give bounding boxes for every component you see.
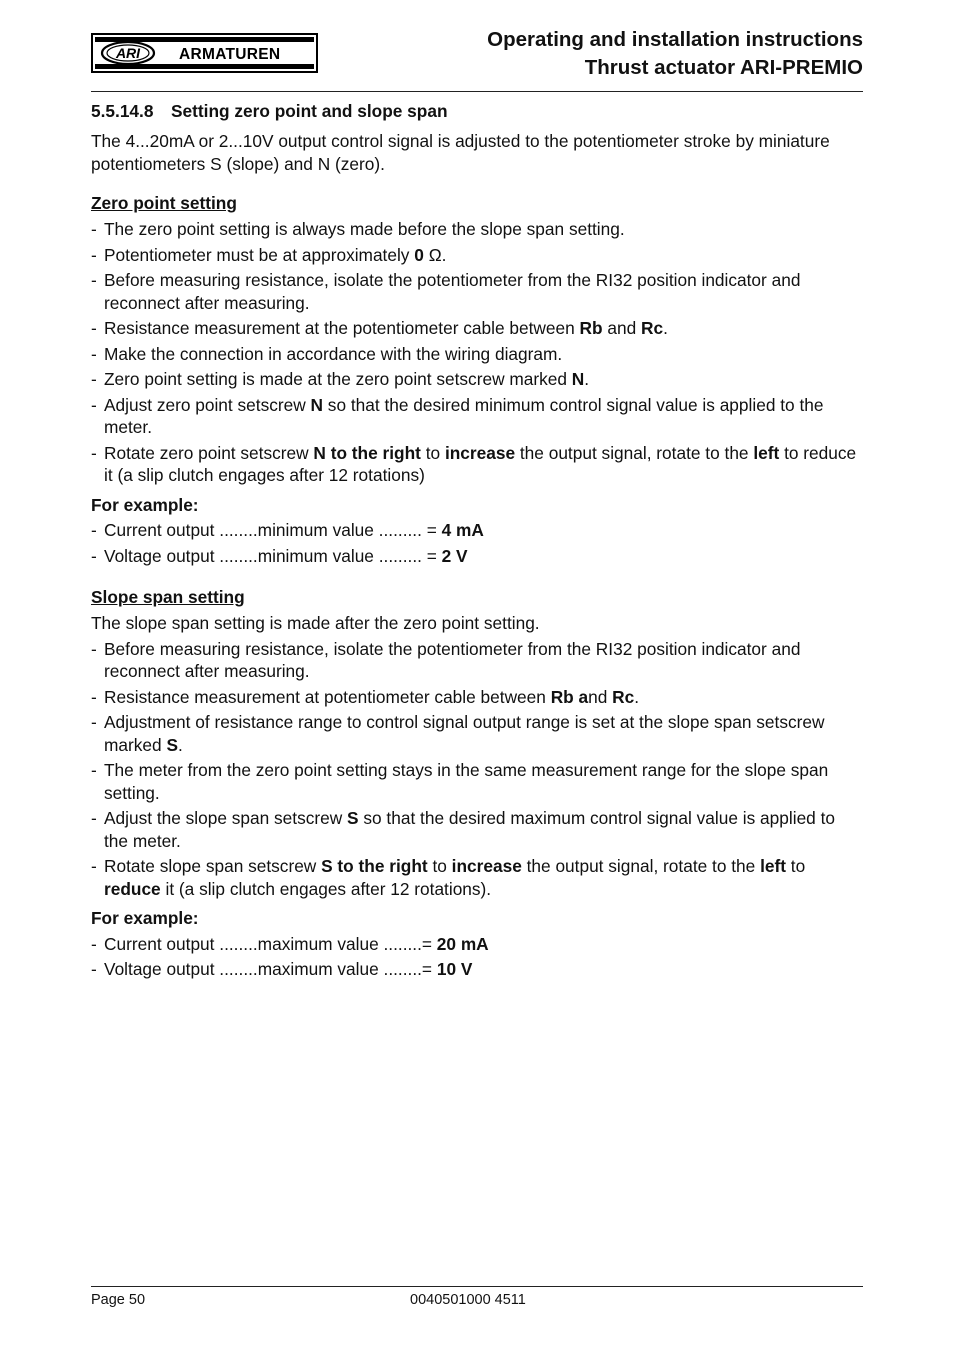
text-run: Resistance measurement at the potentiometer cable between bbox=[104, 318, 580, 338]
list-item bbox=[91, 638, 863, 683]
list-item bbox=[91, 218, 863, 241]
list-item bbox=[91, 759, 863, 804]
list-item bbox=[91, 343, 863, 366]
text-run: . bbox=[177, 734, 183, 755]
logo-mark-text: ARI bbox=[115, 45, 141, 61]
list-item bbox=[91, 855, 863, 900]
text-run: Current output ........maximum value ........= bbox=[104, 933, 437, 954]
list-bullet: - bbox=[91, 244, 97, 265]
text-run: so that the desired maximum control signal value is applied to the meter. bbox=[104, 808, 836, 851]
text-run: the output signal, rotate to the bbox=[521, 856, 761, 876]
bold-text: N bbox=[571, 369, 585, 389]
text-run: Adjust the slope span setscrew bbox=[104, 808, 348, 828]
text-run: to bbox=[786, 856, 806, 876]
text-run: The zero point setting is always made before the slope span setting. bbox=[104, 219, 625, 239]
section-title: Setting zero point and slope span bbox=[171, 101, 448, 121]
list-item bbox=[91, 545, 863, 568]
zero-point-example-heading: For example: bbox=[91, 494, 199, 515]
text-run: Make the connection in accordance with the wiring diagram. bbox=[104, 343, 563, 364]
text-run: . bbox=[634, 686, 640, 707]
list-item bbox=[91, 368, 863, 391]
bold-text: S to the right bbox=[321, 856, 428, 876]
list-bullet: - bbox=[91, 394, 97, 415]
list-bullet: - bbox=[91, 369, 97, 389]
list-item bbox=[91, 244, 863, 267]
bold-text: N bbox=[310, 394, 323, 415]
bold-text: 4 mA bbox=[441, 520, 484, 540]
zero-point-examples bbox=[91, 519, 863, 567]
spacer bbox=[91, 570, 863, 585]
slope-span-examples bbox=[91, 933, 863, 981]
footer-divider bbox=[91, 1286, 863, 1287]
list-bullet: - bbox=[91, 545, 97, 566]
bold-text: S bbox=[347, 808, 359, 828]
text-run: Adjustment of resistance range to control signal output range is set at the slope span setscrew marked bbox=[104, 712, 825, 755]
text-run: Rotate slope span setscrew bbox=[104, 856, 322, 876]
footer-page-number: Page 50 bbox=[91, 1292, 146, 1308]
list-item bbox=[91, 958, 863, 981]
list-bullet: - bbox=[91, 520, 97, 540]
text-run: it (a slip clutch engages after 12 rotations). bbox=[160, 878, 492, 899]
text-run: Resistance measurement at potentiometer cable between bbox=[104, 686, 551, 707]
bold-text: left bbox=[760, 856, 786, 876]
slope-span-list bbox=[91, 638, 863, 901]
logo-brand-text: ARMATUREN bbox=[179, 46, 281, 63]
section-intro: The 4...20mA or 2...10V output control signal is adjusted to the potentiometer stroke by miniature potentiometers S (slope) and N (zero). bbox=[91, 131, 830, 174]
zero-point-list bbox=[91, 218, 863, 487]
slope-span-heading: Slope span setting bbox=[91, 587, 245, 607]
list-item bbox=[91, 933, 863, 956]
header-title bbox=[487, 26, 863, 82]
text-run: Rotate zero point setscrew bbox=[104, 442, 314, 463]
list-bullet: - bbox=[91, 712, 97, 732]
bold-text: Rc bbox=[612, 686, 635, 707]
list-bullet: - bbox=[91, 959, 97, 979]
bold-text: 10 V bbox=[436, 959, 473, 979]
bold-text: 0 bbox=[414, 244, 424, 265]
bold-text: left bbox=[753, 442, 780, 463]
header-divider bbox=[91, 91, 863, 92]
footer-doc-number: 0040501000 4511 bbox=[410, 1292, 526, 1308]
text-run: to bbox=[427, 856, 452, 876]
bold-text: N to the right bbox=[313, 442, 421, 463]
list-item bbox=[91, 317, 863, 340]
text-run: Voltage output ........minimum value ......... = bbox=[104, 545, 442, 566]
list-bullet: - bbox=[91, 638, 97, 659]
page-content bbox=[91, 99, 863, 984]
text-run: Voltage output ........maximum value ........= bbox=[104, 959, 437, 979]
text-run: so that the desired minimum control signal value is applied to the meter. bbox=[104, 394, 824, 437]
bold-text: Rb bbox=[579, 318, 603, 338]
list-item bbox=[91, 442, 863, 487]
list-item bbox=[91, 394, 863, 439]
bold-text: increase bbox=[444, 442, 516, 463]
slope-span-example-heading: For example: bbox=[91, 908, 199, 928]
list-item bbox=[91, 711, 863, 756]
section-number: 5.5.14.8 bbox=[91, 101, 154, 121]
slope-span-intro: The slope span setting is made after the zero point setting. bbox=[91, 613, 540, 633]
list-bullet: - bbox=[91, 442, 97, 463]
bold-text: 20 mA bbox=[436, 933, 489, 954]
bold-text: 2 V bbox=[441, 545, 468, 566]
text-run: the output signal, rotate to the bbox=[515, 442, 754, 463]
text-run: Potentiometer must be at approximately bbox=[104, 244, 415, 265]
list-bullet: - bbox=[91, 219, 97, 239]
text-run: to reduce it (a slip clutch engages after 12 rotations) bbox=[104, 442, 857, 485]
text-run: Adjust zero point setscrew bbox=[104, 394, 311, 415]
text-run: Current output ........minimum value ......... = bbox=[104, 520, 442, 540]
text-run: . bbox=[584, 369, 590, 389]
list-item bbox=[91, 269, 863, 314]
text-run: nd bbox=[588, 686, 613, 707]
list-bullet: - bbox=[91, 760, 97, 780]
text-run: . bbox=[663, 318, 668, 338]
text-run: to bbox=[420, 442, 445, 463]
text-run: Before measuring resistance, isolate the potentiometer from the RI32 position indicator and reconnect after measuring. bbox=[104, 270, 801, 313]
header-title-line2: Thrust actuator ARI-PREMIO bbox=[584, 56, 863, 79]
text-run: The meter from the zero point setting stays in the same measurement range for the slope span setting. bbox=[104, 760, 829, 803]
bold-text: increase bbox=[451, 856, 522, 876]
list-bullet: - bbox=[91, 808, 97, 828]
section-heading bbox=[91, 99, 863, 123]
list-bullet: - bbox=[91, 270, 97, 290]
zero-point-heading: Zero point setting bbox=[91, 193, 237, 213]
list-bullet: - bbox=[91, 343, 97, 364]
text-run: Zero point setting is made at the zero point setscrew marked bbox=[104, 369, 572, 389]
list-bullet: - bbox=[91, 686, 97, 707]
list-item bbox=[91, 686, 863, 709]
header-title-line1: Operating and installation instructions bbox=[487, 28, 863, 51]
bold-text: Rc bbox=[641, 318, 664, 338]
list-bullet: - bbox=[91, 318, 97, 338]
bold-text: reduce bbox=[104, 878, 161, 899]
bold-text: S bbox=[166, 734, 178, 755]
text-run: Before measuring resistance, isolate the potentiometer from the RI32 position indicator and reconnect after measuring. bbox=[104, 638, 801, 681]
text-run: Ω. bbox=[423, 244, 447, 265]
list-bullet: - bbox=[91, 933, 97, 954]
list-item bbox=[91, 807, 863, 852]
text-run: and bbox=[602, 318, 641, 338]
bold-text: Rb a bbox=[550, 686, 589, 707]
list-item bbox=[91, 519, 863, 542]
list-bullet: - bbox=[91, 856, 97, 876]
ari-armaturen-logo bbox=[91, 33, 318, 73]
